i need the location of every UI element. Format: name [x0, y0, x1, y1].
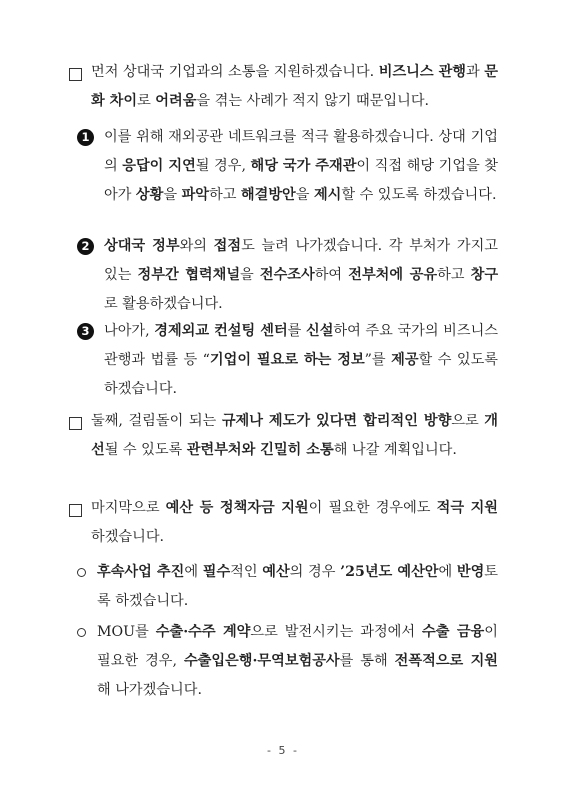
emphasis-text: 후속사업 추진	[97, 564, 185, 580]
body-text: 을	[240, 267, 260, 283]
body-text: 을	[163, 187, 182, 203]
body-text: 과	[466, 64, 485, 80]
body-text: 를	[287, 323, 306, 339]
paragraph-s2	[91, 407, 498, 465]
body-text: 이 필요한 경우,	[97, 624, 498, 669]
body-text: ”를	[364, 352, 392, 368]
body-text: 와의	[179, 238, 214, 254]
emphasis-text: 창구	[470, 267, 499, 283]
paragraph-text	[91, 494, 498, 552]
body-text: 둘째, 걸림돌이 되는	[91, 413, 222, 429]
emphasis-text: 수출·수주 계약	[155, 624, 251, 640]
paragraph-text	[97, 558, 498, 616]
body-text: 이 직접 해당 기업을 찾아가	[104, 158, 498, 203]
paragraph-s3	[91, 494, 498, 552]
checkbox-bullet	[69, 504, 82, 517]
circle-bullet	[77, 568, 86, 577]
paragraph-text	[97, 618, 498, 705]
number-badge-3: 3	[77, 323, 94, 340]
paragraph-s1c	[104, 317, 498, 404]
emphasis-text: 파악	[181, 187, 209, 203]
emphasis-text: 비즈니스 관행	[378, 64, 466, 80]
emphasis-text: 예산 등 정책자금 지원	[165, 500, 309, 516]
body-text: 토록 하겠습니다.	[97, 564, 499, 609]
paragraph-s3b	[97, 618, 498, 705]
body-text: 나아가,	[104, 323, 155, 339]
body-text: 될 경우,	[195, 158, 251, 174]
body-text: 로 활용하겠습니다.	[104, 296, 223, 312]
emphasis-text: 수출입은행·무역보험공사	[183, 653, 340, 669]
emphasis-text: 기업이 필요로 하는 정보	[209, 352, 365, 368]
emphasis-text: 해결방안	[240, 187, 296, 203]
emphasis-text: 관련부처와 긴밀히 소통	[186, 442, 334, 458]
body-text: 마지막으로	[91, 500, 166, 516]
body-text: 을 겪는 사례가 적지 않기 때문입니다.	[196, 93, 430, 109]
paragraph-text	[104, 232, 498, 319]
body-text: 될 수 있도록	[104, 442, 187, 458]
emphasis-text: 정부간 협력채널	[137, 267, 241, 283]
body-text: 도 늘려 나가겠습니다. 각 부처가 가지고 있는	[104, 238, 499, 283]
body-text: 하여	[314, 267, 349, 283]
body-text: MOU를	[97, 624, 156, 640]
emphasis-text: 신설	[305, 323, 334, 339]
emphasis-text: 상대국 정부	[104, 238, 180, 254]
emphasis-text: 전부처에 공유	[348, 267, 438, 283]
body-text: 에	[184, 564, 203, 580]
paragraph-s1b	[104, 232, 498, 319]
page-number: - 5 -	[267, 744, 299, 757]
body-text: 이를 위해 재외공관 네트워크를 적극 활용하겠습니다. 상대 기업의	[104, 129, 498, 174]
emphasis-text: 전수조사	[259, 267, 315, 283]
emphasis-text: 상황	[135, 187, 164, 203]
emphasis-text: 제공	[391, 352, 419, 368]
body-text: 이 필요한 경우에도	[308, 500, 437, 516]
emphasis-text: 접점	[213, 238, 242, 254]
emphasis-text: 규제나 제도가 있다면 합리적인 방향	[221, 413, 452, 429]
paragraph-text	[91, 407, 498, 465]
body-text: 에	[438, 564, 457, 580]
paragraph-text	[104, 317, 498, 404]
emphasis-text: 해당 국가 주재관	[250, 158, 357, 174]
number-badge-1: 1	[77, 129, 94, 146]
emphasis-text: 제시	[313, 187, 342, 203]
body-text: 하여 주요 국가의 비즈니스 관행과 법률 등 “	[104, 323, 498, 368]
emphasis-text: 문화 차이	[91, 64, 498, 109]
body-text: 로	[137, 93, 156, 109]
circle-bullet	[77, 628, 86, 637]
emphasis-text: 어려움	[155, 93, 197, 109]
body-text: 으로	[451, 413, 485, 429]
paragraph-s1	[91, 58, 498, 116]
emphasis-text: 응답이 지연	[122, 158, 196, 174]
paragraph-s3a	[97, 558, 498, 616]
emphasis-text: 경제외교 컨설팅 센터	[154, 323, 288, 339]
number-badge-2: 2	[77, 238, 94, 255]
emphasis-text: 필수	[202, 564, 231, 580]
checkbox-bullet	[69, 68, 82, 81]
emphasis-text: 전폭적으로 지원	[394, 653, 498, 669]
emphasis-text: 개선	[91, 413, 498, 458]
emphasis-text: 예산	[262, 564, 290, 580]
body-text: 의 경우	[289, 564, 341, 580]
emphasis-text: 반영	[456, 564, 485, 580]
body-text: 하고	[208, 187, 241, 203]
body-text: 하고	[437, 267, 471, 283]
paragraph-text	[91, 58, 498, 116]
body-text: 해 나갈 계획입니다.	[333, 442, 457, 458]
body-text: 할 수 있도록 하겠습니다.	[341, 187, 497, 203]
emphasis-text: 수출 금융	[422, 624, 485, 640]
body-text: 해 나가겠습니다.	[97, 682, 202, 698]
body-text: 으로 발전시키는 과정에서	[250, 624, 423, 640]
body-text: 할 수 있도록 하겠습니다.	[104, 352, 499, 397]
emphasis-text: 적극 지원	[436, 500, 499, 516]
body-text: 하겠습니다.	[91, 529, 165, 545]
body-text: 을	[295, 187, 314, 203]
body-text: 를 통해	[339, 653, 395, 669]
body-text: 적인	[230, 564, 263, 580]
paragraph-text	[104, 123, 498, 210]
emphasis-text: ’25년도 예산안	[340, 564, 439, 580]
body-text: 먼저 상대국 기업과의 소통을 지원하겠습니다.	[91, 64, 379, 80]
paragraph-s1a	[104, 123, 498, 210]
checkbox-bullet	[69, 417, 82, 430]
